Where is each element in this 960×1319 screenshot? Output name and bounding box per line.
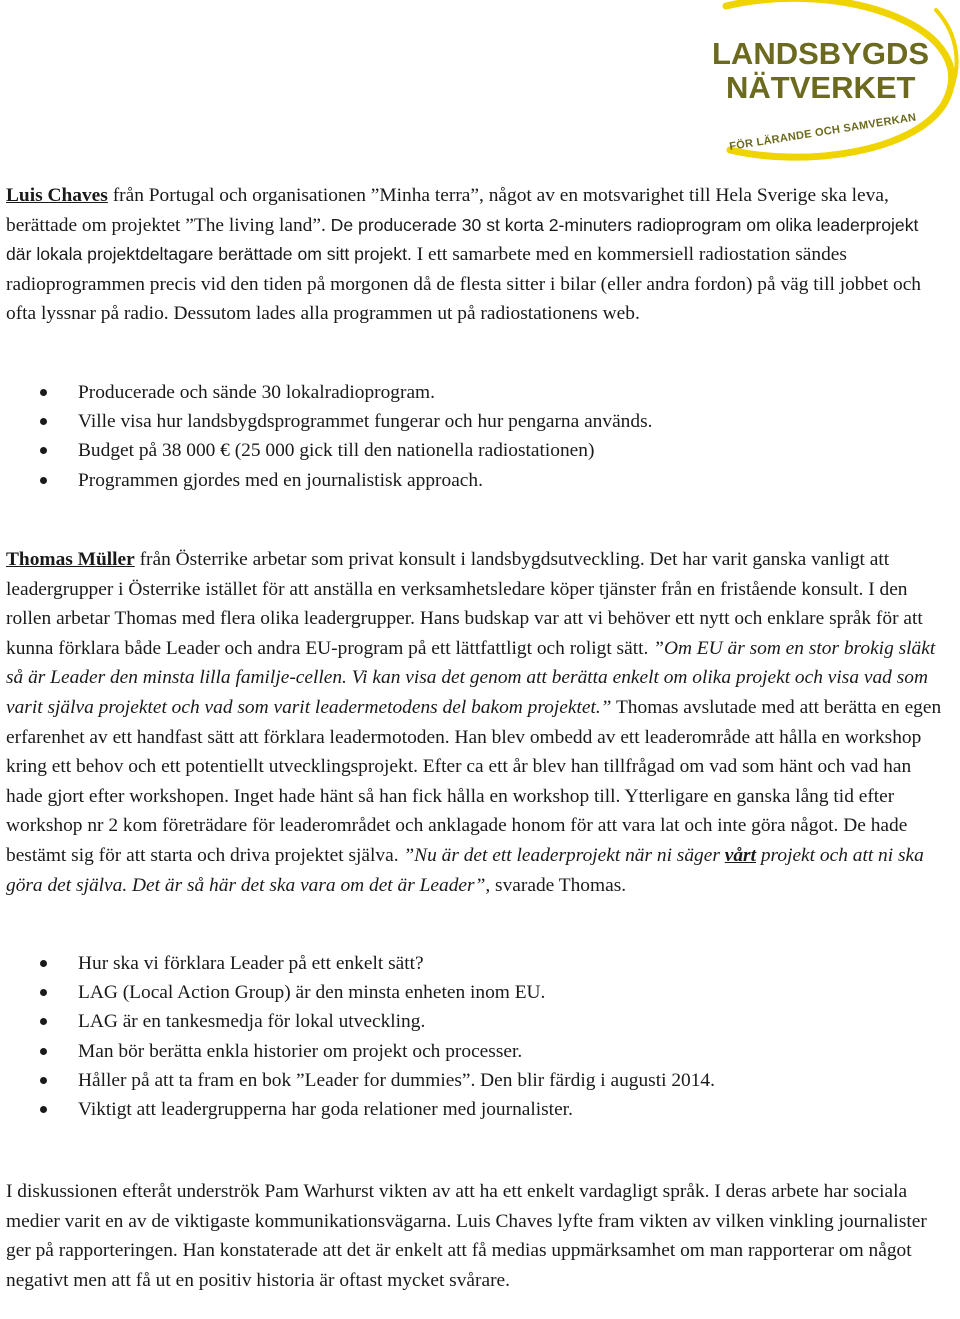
landsbygdsnatverket-logo: [686, 0, 960, 168]
para1-text-a: från Portugal och organisationen ”Minha terra”, något av en motsvarighet till Hela Sverige ska leva, berättade om projektet ”The living land”.: [6, 185, 889, 236]
list-item: LAG (Local Action Group) är den minsta enheten inom EU.: [40, 978, 920, 1007]
quote-emphasis-vart: vårt: [724, 844, 756, 866]
list-item: Håller på att ta fram en bok ”Leader for dummies”. Den blir färdig i augusti 2014.: [40, 1066, 920, 1095]
list-item: Budget på 38 000 € (25 000 gick till den nationella radiostationen): [40, 436, 920, 465]
bullet-icon: [40, 389, 47, 396]
bullet-icon: [40, 447, 47, 454]
bullet-icon: [40, 1077, 47, 1084]
quote-leader-a: ”Nu är det ett leaderprojekt när ni säger: [403, 844, 725, 866]
paragraph-discussion: [6, 1177, 946, 1295]
bullet-icon: [40, 1106, 47, 1113]
quote-leader-b: projekt och att ni ska göra det själva. Det är så här det ska vara om det är Leader”: [6, 844, 924, 896]
quote-eu-family: ”Om EU är som en stor brokig släkt så är Leader den minsta lilla familje-cellen. Vi kan visa det genom att berätta enkelt om olika projekt och visa vad som varit själva projektet och vad som varit leadermetodens del bakom projektet.”: [6, 637, 936, 718]
list-item: LAG är en tankesmedja för lokal utveckling.: [40, 1007, 920, 1036]
list-item: Producerade och sände 30 lokalradioprogram.: [40, 378, 920, 407]
bullet-icon: [40, 1018, 47, 1025]
bullet-icon: [40, 960, 47, 967]
para2-text-c: , svarade Thomas.: [485, 874, 627, 896]
bullet-icon: [40, 477, 47, 484]
speaker-name-thomas: Thomas Müller: [6, 549, 135, 570]
speaker-name-luis: Luis Chaves: [6, 185, 108, 206]
bullet-list-radio: [40, 378, 920, 495]
para2-text-a: från Österrike arbetar som privat konsult i landsbygdsutveckling. Det har varit ganska vanligt att leadergrupper i Österrike istället för att anställa en verksamhetsledare köper tjänster från en fristående konsult. I den rollen arbetar Thomas med flera olika leadergrupper. Hans budskap var att vi behöver ett nytt och enklare språk för att kunna förklara både Leader och andra EU-program på ett lättfattligt och roligt sätt.: [6, 549, 923, 659]
logo-line2: NÄTVERKET: [726, 70, 916, 105]
para1-text-b: De producerade 30 st korta 2-minuters radioprogram om olika leaderprojekt där lokala projektdeltagare berättade om sitt projekt.: [6, 214, 919, 265]
bullet-icon: [40, 989, 47, 996]
bullet-icon: [40, 418, 47, 425]
paragraph-thomas-muller: [6, 545, 946, 900]
list-item: Ville visa hur landsbygdsprogrammet fungerar och hur pengarna används.: [40, 407, 920, 436]
list-item: Viktigt att leadergrupperna har goda relationer med journalister.: [40, 1095, 920, 1124]
para3-text: I diskussionen efteråt underströk Pam Warhurst vikten av att ha ett enkelt vardagligt språk. I deras arbete har sociala medier varit en av de viktigaste kommunikationsvägarna. Luis Chaves lyfte fram vikten av vilken vinkling journalister ger på rapporteringen. Han konstaterade att det är enkelt att få medias uppmärksamhet om man rapporterar om något negativt men att få ut en positiv historia är oftast mycket svårare.: [6, 1181, 927, 1291]
paragraph-luis-chaves: [6, 181, 946, 329]
para2-text-b: Thomas avslutade med att berätta en egen erfarenhet av ett handfast sätt att förklara leadermotoden. Han blev ombedd av ett leaderområde att hålla en workshop kring ett behov och ett potentiellt utvecklingsprojekt. Efter ca ett år blev han tillfrågad om vad som hänt och vad han hade gjort efter workshopen. Inget hade hänt så han fick hålla en workshop till. Ytterligare en ganska lång tid efter workshop nr 2 kom företrädare för leaderområdet och anklagade honom för att vara lat och inte göra något. De hade bestämt sig för att starta och driva projektet själva.: [6, 696, 942, 866]
bullet-icon: [40, 1048, 47, 1055]
logo-tagline: FÖR LÄRANDE OCH SAMVERKAN: [728, 111, 918, 153]
list-item: Programmen gjordes med en journalistisk approach.: [40, 466, 920, 495]
logo-line1: LANDSBYGDS: [712, 36, 930, 71]
list-item: Man bör berätta enkla historier om projekt och processer.: [40, 1037, 920, 1066]
bullet-list-leader: [40, 949, 920, 1124]
para1-text-c: I ett samarbete med en kommersiell radiostation sändes radioprogrammen precis vid den tiden på morgonen då de flesta sitter i bilar (eller andra fordon) på väg till jobbet och ofta lyssnar på radio. Dessutom lades alla programmen ut på radiostationens web.: [6, 244, 922, 325]
list-item: Hur ska vi förklara Leader på ett enkelt sätt?: [40, 949, 920, 978]
